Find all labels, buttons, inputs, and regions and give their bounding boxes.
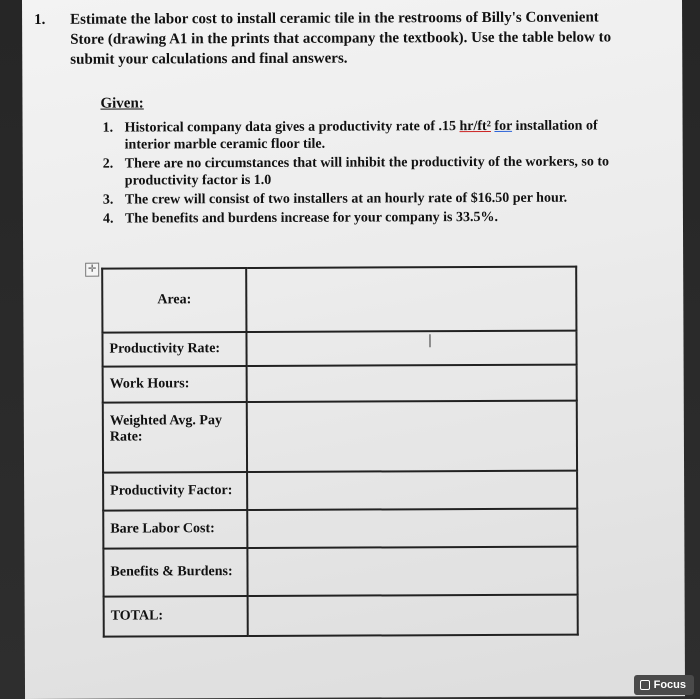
given-item <box>103 189 643 208</box>
question-number: 1. <box>34 11 46 28</box>
table-row <box>102 331 576 367</box>
row-value-cell[interactable] <box>246 267 576 332</box>
question-text: Estimate the labor cost to install ceramic tile in the restrooms of Billy's Convenient Store (drawing A1 in the prints that accompany the textbook). Use the table below to submit your calculations and final answers. <box>70 9 612 68</box>
row-label: Area: <box>102 268 246 333</box>
table-row <box>104 595 578 637</box>
item-text: There are no circumstances that will inhibit the productivity of the workers, so to productivity factor is 1.0 <box>124 154 610 189</box>
question <box>34 7 630 69</box>
row-value-cell[interactable] <box>247 509 577 548</box>
unit-text: hr/ft² <box>459 118 491 135</box>
focus-label: Focus <box>653 679 686 691</box>
text-cursor <box>429 334 430 347</box>
table-row <box>103 547 577 597</box>
item-text: Historical company data gives a productivity rate of .15 <box>124 119 460 136</box>
given-item <box>103 208 643 227</box>
move-icon[interactable]: ✛ <box>85 263 99 277</box>
given-heading: Given: <box>100 95 144 112</box>
item-text: The benefits and burdens increase for your company is 33.5%. <box>124 209 498 227</box>
table-row <box>103 509 577 549</box>
row-value-cell[interactable] <box>248 595 578 636</box>
underlined-word: for <box>494 118 513 134</box>
item-text-cont: installation of interior marble ceramic floor tile. <box>124 118 598 153</box>
row-value-cell[interactable] <box>247 401 577 472</box>
calculation-table <box>101 266 579 638</box>
table-row <box>103 365 577 403</box>
row-value-cell[interactable] <box>247 365 577 402</box>
row-value-cell[interactable] <box>247 471 577 510</box>
item-number: 1. <box>102 120 114 136</box>
focus-icon <box>640 680 650 690</box>
row-label: Bare Labor Cost: <box>103 510 247 549</box>
item-number: 3. <box>102 192 114 208</box>
row-label: Productivity Factor: <box>103 472 247 511</box>
table-row <box>103 471 577 511</box>
given-item <box>103 153 643 189</box>
item-number: 2. <box>102 156 114 172</box>
focus-button[interactable] <box>634 675 694 695</box>
item-text: The crew will consist of two installers at an hourly rate of $16.50 per hour. <box>124 190 568 208</box>
given-item <box>103 117 643 153</box>
table-row <box>103 401 577 473</box>
table-row <box>102 267 576 333</box>
document-page <box>22 0 685 699</box>
given-list <box>103 117 643 229</box>
row-label: Benefits & Burdens: <box>103 548 247 597</box>
row-value-cell[interactable] <box>246 331 576 366</box>
row-label: TOTAL: <box>104 596 248 637</box>
row-value-cell[interactable] <box>247 547 577 596</box>
row-label: Weighted Avg. Pay Rate: <box>103 402 247 473</box>
row-label: Work Hours: <box>103 366 247 403</box>
row-label: Productivity Rate: <box>102 332 246 367</box>
item-number: 4. <box>102 211 114 227</box>
